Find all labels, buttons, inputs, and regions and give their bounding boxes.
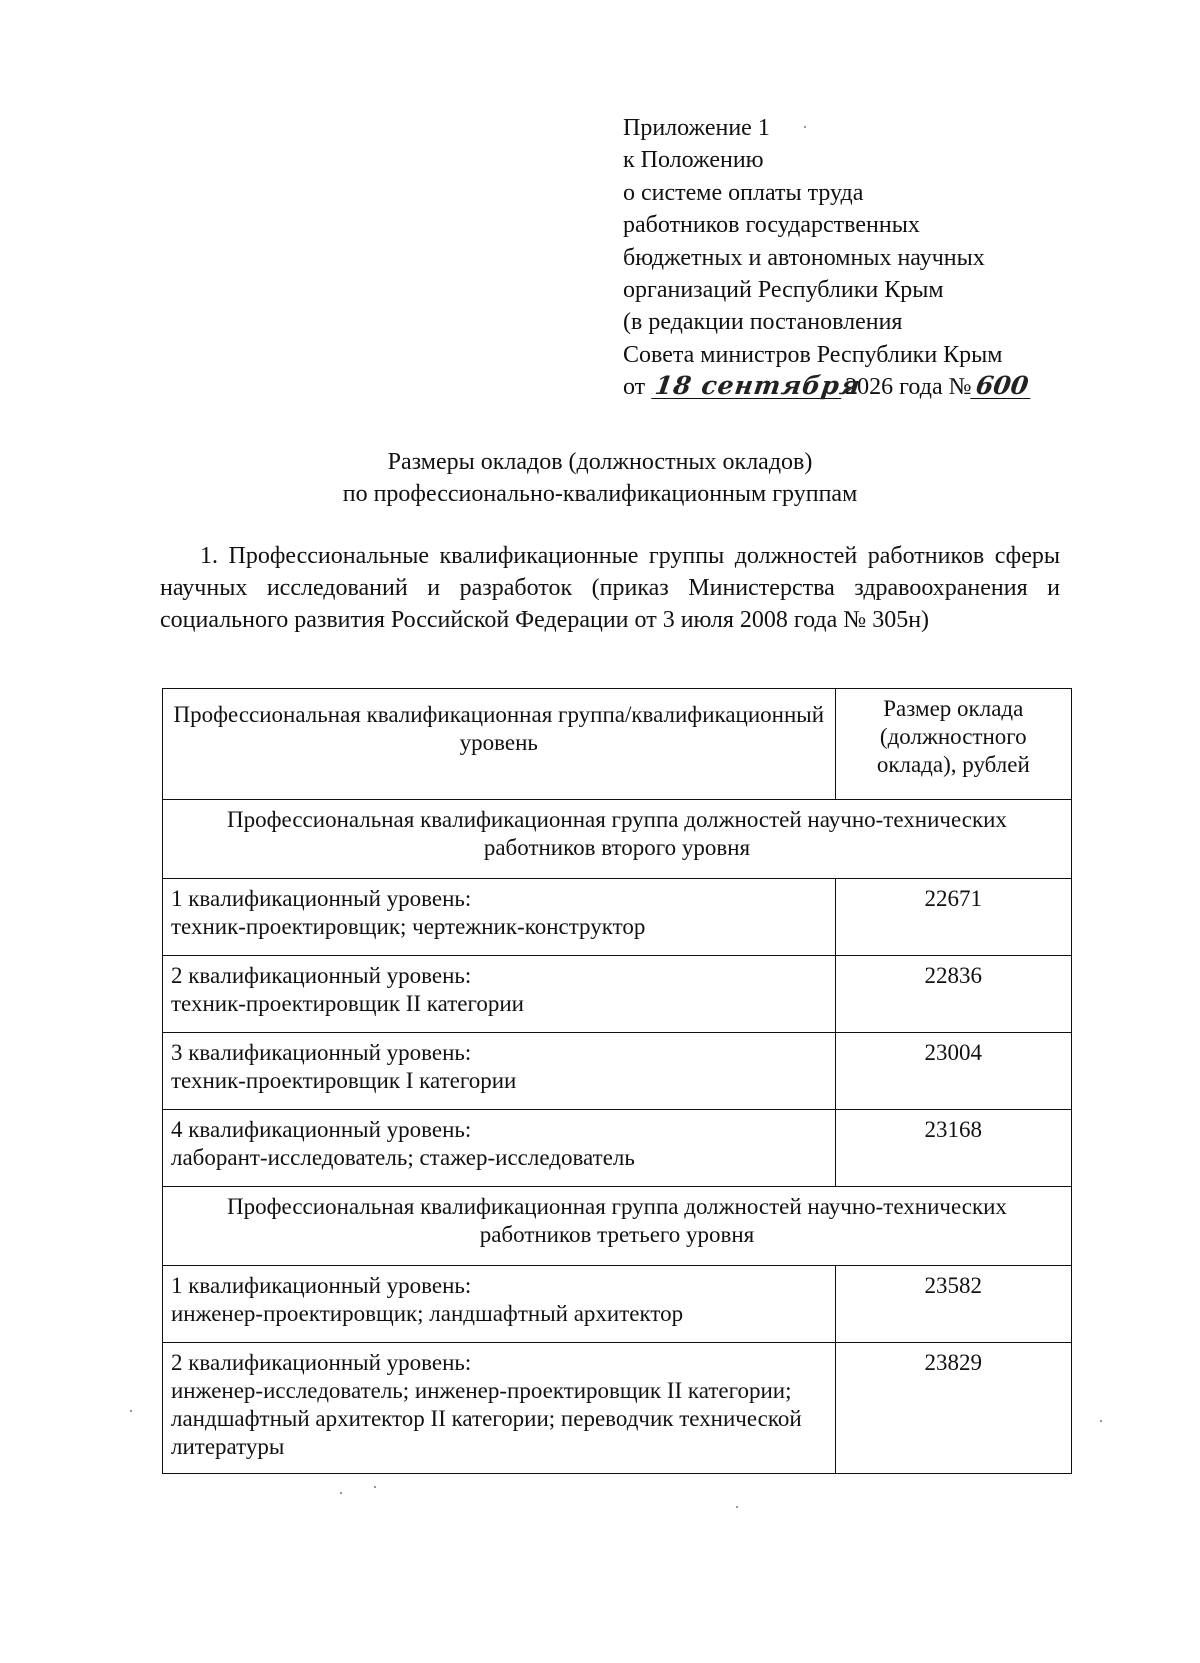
appendix-line: Совета министров Республики Крым <box>623 341 1003 368</box>
table-row <box>163 1266 1072 1343</box>
group-header-row <box>163 800 1072 879</box>
level-cell <box>163 1343 836 1474</box>
positions-text: инженер-исследователь; инженер-проектировщик II категории; ландшафтный архитектор II категории; переводчик технической литературы <box>171 1378 802 1459</box>
scan-speck <box>736 1506 738 1508</box>
salary-amount: 23168 <box>835 1110 1071 1187</box>
salary-table <box>162 688 1072 1474</box>
table-row <box>163 956 1072 1033</box>
scan-speck <box>804 126 806 128</box>
positions-text: техник-проектировщик II категории <box>171 991 524 1016</box>
group-header-row <box>163 1187 1072 1266</box>
level-cell <box>163 1266 836 1343</box>
appendix-block <box>623 112 1032 404</box>
document-title <box>0 446 1200 510</box>
table-row <box>163 1033 1072 1110</box>
salary-amount: 23004 <box>835 1033 1071 1110</box>
level-cell <box>163 956 836 1033</box>
decree-date-line <box>623 371 1032 403</box>
level-cell <box>163 1033 836 1110</box>
scan-speck <box>1100 1420 1102 1422</box>
salary-amount: 23829 <box>835 1343 1071 1474</box>
level-label: 1 квалификационный уровень: <box>171 886 472 911</box>
title-line-1: Размеры окладов (должностных окладов) <box>387 449 813 475</box>
level-label: 2 квалификационный уровень: <box>171 1350 472 1375</box>
header-group-level: Профессиональная квалификационная группа/квалификационный уровень <box>163 689 836 800</box>
appendix-line: к Положению <box>623 147 764 174</box>
table-row <box>163 1110 1072 1187</box>
date-year: 2026 года № <box>845 374 972 401</box>
date-prefix: от <box>623 374 646 401</box>
appendix-line: Приложение 1 <box>623 115 770 141</box>
scan-speck <box>130 1410 132 1412</box>
table-row <box>163 879 1072 956</box>
level-label: 3 квалификационный уровень: <box>171 1040 472 1065</box>
positions-text: техник-проектировщик I категории <box>171 1068 517 1093</box>
title-line-2: по профессионально-квалификационным группам <box>342 481 858 507</box>
handwritten-number: 600 <box>970 374 1034 399</box>
salary-amount: 22836 <box>835 956 1071 1033</box>
section-1-paragraph: 1. Профессиональные квалификационные группы должностей работников сферы научных исследований и разработок (приказ Министерства здравоохранения и социального развития Российской Федерации от 3 июля 2008 года № 305н) <box>160 543 1060 633</box>
positions-text: техник-проектировщик; чертежник-конструктор <box>171 914 646 939</box>
scan-speck <box>340 1492 342 1494</box>
table-header-row <box>163 689 1072 800</box>
table-row <box>163 1343 1072 1474</box>
appendix-line: (в редакции постановления <box>623 309 903 336</box>
level-cell <box>163 1110 836 1187</box>
level-label: 4 квалификационный уровень: <box>171 1117 472 1142</box>
header-salary: Размер оклада (должностного оклада), рублей <box>835 689 1071 800</box>
appendix-line: работников государственных <box>623 212 920 239</box>
handwritten-date: 18 сентября <box>653 371 863 401</box>
group-title: Профессиональная квалификационная группа должностей научно-технических работников третьего уровня <box>163 1187 1072 1266</box>
scan-speck <box>374 1486 376 1488</box>
level-label: 1 квалификационный уровень: <box>171 1273 472 1298</box>
appendix-line: бюджетных и автономных научных <box>623 244 985 271</box>
positions-text: лаборант-исследователь; стажер-исследователь <box>171 1145 635 1170</box>
level-cell <box>163 879 836 956</box>
group-title: Профессиональная квалификационная группа должностей научно-технических работников второго уровня <box>163 800 1072 879</box>
salary-amount: 23582 <box>835 1266 1071 1343</box>
appendix-line: организаций Республики Крым <box>623 277 944 304</box>
positions-text: инженер-проектировщик; ландшафтный архитектор <box>171 1301 684 1326</box>
salary-amount: 22671 <box>835 879 1071 956</box>
level-label: 2 квалификационный уровень: <box>171 963 472 988</box>
appendix-line: о системе оплаты труда <box>623 179 864 206</box>
